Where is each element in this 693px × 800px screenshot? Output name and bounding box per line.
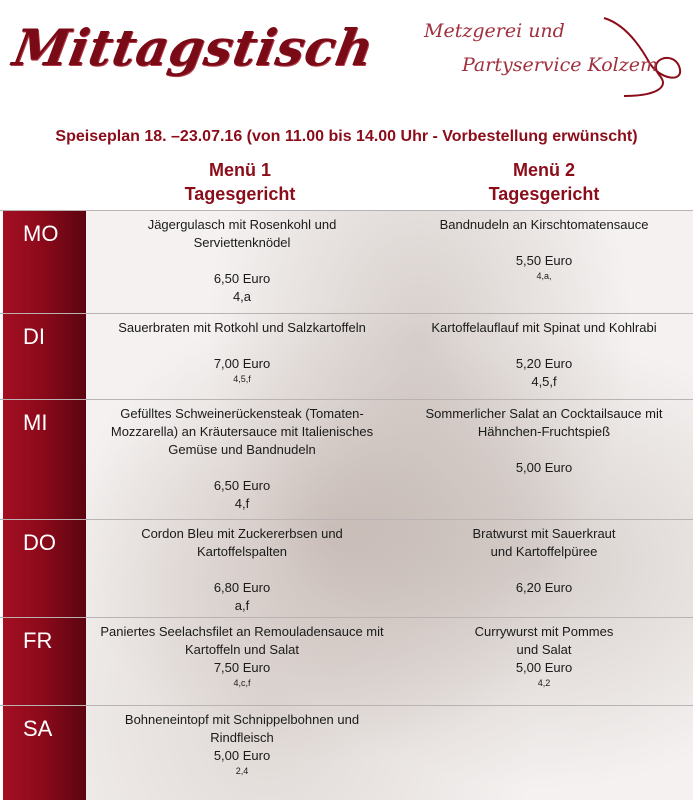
brand-line-1: Metzgerei und (424, 20, 565, 42)
table-row-mi (0, 400, 693, 520)
price: 5,20 Euro (515, 356, 573, 371)
brand-logo (424, 14, 684, 94)
price: 6,80 Euro (213, 580, 271, 595)
allergens: 4,5,f (531, 374, 557, 389)
dish-name: Cordon Bleu mit Zuckererbsen und Kartoffelspalten (141, 526, 343, 559)
dish-name: Paniertes Seelachsfilet an Remouladensauce mit Kartoffeln und Salat (100, 624, 384, 657)
day-label: SA (3, 706, 86, 800)
allergens: 4,5,f (233, 374, 251, 384)
dish-name: Bohneneintopf mit Schnippelbohnen und Rindfleisch (124, 712, 360, 745)
dish-name: Sommerlicher Salat an Cocktailsauce mit Hähnchen-Fruchtspieß (425, 406, 663, 439)
table-row-do (0, 520, 693, 618)
allergens: 4,a, (536, 271, 552, 281)
allergens: 4,c,f (233, 678, 251, 688)
dish-name: Sauerbraten mit Rotkohl und Salzkartoffeln (118, 320, 366, 335)
allergens: a,f (234, 598, 250, 613)
dish-name: Bandnudeln an Kirschtomatensauce (439, 217, 649, 232)
dish-name: Currywurst mit Pommes und Salat (474, 624, 614, 657)
menu-1-header (140, 158, 340, 206)
day-label: MI (3, 400, 86, 519)
page-title: Mittagstisch (8, 18, 379, 77)
header (0, 0, 693, 125)
menu-1-name: Menü 1 (208, 160, 271, 180)
table-row-sa (0, 706, 693, 800)
menu-1-cell (92, 211, 392, 306)
day-label: MO (3, 211, 86, 313)
day-label: DO (3, 520, 86, 617)
price: 5,00 Euro (213, 748, 271, 763)
menu-2-type: Tagesgericht (488, 184, 600, 204)
dish-name (394, 706, 693, 711)
menu-2-cell (394, 520, 693, 597)
price: 7,50 Euro (213, 660, 271, 675)
price: 5,00 Euro (515, 660, 573, 675)
dish-name: Jägergulasch mit Rosenkohl und Serviettenknödel (147, 217, 337, 250)
menu-1-cell (92, 618, 392, 689)
brand-line-2: Partyservice Kolzem (462, 54, 658, 76)
price: 6,20 Euro (515, 580, 573, 595)
menu-2-cell (394, 314, 693, 391)
menu-2-cell (394, 400, 693, 477)
table-row-fr (0, 618, 693, 706)
price: 6,50 Euro (213, 271, 271, 286)
table-row-mo (0, 210, 693, 314)
day-label: FR (3, 618, 86, 705)
day-label: DI (3, 314, 86, 399)
menu-2-cell (394, 706, 693, 711)
allergens: 4,2 (537, 678, 551, 688)
menu-1-cell (92, 314, 392, 385)
menu-1-type: Tagesgericht (184, 184, 296, 204)
menu-2-header (444, 158, 644, 206)
menu-1-cell (92, 520, 392, 615)
menu-2-name: Menü 2 (512, 160, 575, 180)
price: 7,00 Euro (213, 356, 271, 371)
dish-name: Gefülltes Schweinerückensteak (Tomaten-Mozzarella) an Kräutersauce mit Italienisches Gemüse und Bandnudeln (110, 406, 374, 457)
menu-subtitle: Speiseplan 18. –23.07.16 (von 11.00 bis 14.00 Uhr - Vorbestellung erwünscht) (55, 128, 638, 145)
allergens: 2,4 (235, 766, 249, 776)
price: 5,50 Euro (515, 253, 573, 268)
menu-1-cell (92, 400, 392, 513)
menu-2-cell (394, 618, 693, 689)
allergens: 4,f (234, 496, 250, 511)
dish-name: Kartoffelauflauf mit Spinat und Kohlrabi (431, 320, 657, 335)
price: 6,50 Euro (213, 478, 271, 493)
menu-2-cell (394, 211, 693, 282)
table-row-di (0, 314, 693, 400)
price: 5,00 Euro (515, 460, 573, 475)
allergens: 4,a (232, 289, 252, 304)
dish-name: Bratwurst mit Sauerkraut und Kartoffelpüree (472, 526, 616, 559)
menu-1-cell (92, 706, 392, 777)
